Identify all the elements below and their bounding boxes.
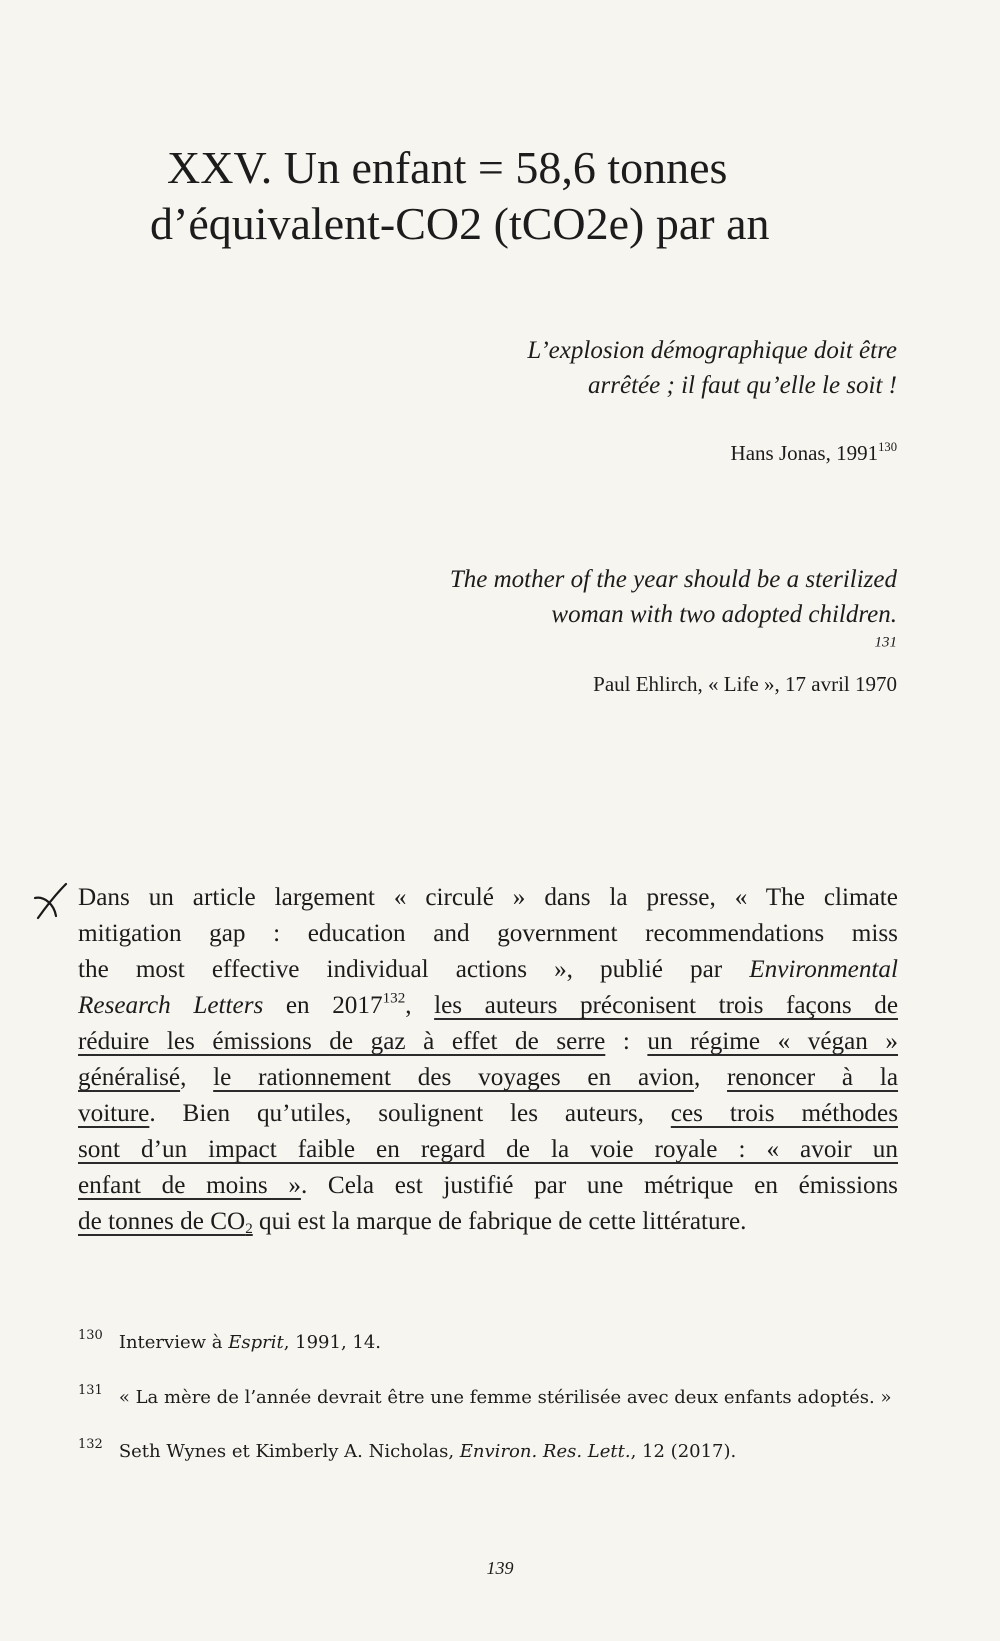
handwritten-underline: un régime « végan »: [647, 1028, 899, 1055]
epigraph-quote-jonas: L’explosion démographique doit être arrêtée ; il faut qu’elle le soit !: [527, 337, 897, 399]
footnote-130: $^{130}$ Interview à Esprit, 1991, 14.: [78, 1328, 382, 1353]
handwritten-underline: voiture: [78, 1100, 150, 1127]
handwritten-underline: renoncer à la: [727, 1064, 899, 1091]
chapter-title-line-2: d’équivalent-CO2 (tCO2e) par an: [150, 198, 770, 249]
footnote-ref-132: 132: [382, 990, 406, 1007]
handwritten-underline: généralisé: [78, 1064, 181, 1091]
handwritten-underline: de tonnes de $CO_2$: [78, 1208, 253, 1237]
handwritten-underline: réduire les émissions de gaz à effet de serre: [78, 1028, 606, 1055]
page-number: 139: [486, 1558, 514, 1578]
handwritten-underline: le rationnement des voyages en avion: [213, 1064, 694, 1091]
handwritten-underline: les auteurs préconisent trois façons de: [434, 992, 899, 1019]
epigraph-attribution-jonas: Hans Jonas, 1991$^{130}$: [730, 440, 897, 465]
chapter-title-line-1: XXV. Un enfant = 58,6 tonnes: [167, 142, 728, 193]
epigraph-attribution-ehrlich: Paul Ehlirch, « Life », 17 avril 1970: [593, 672, 897, 696]
handwritten-underline: enfant de moins »: [78, 1172, 301, 1199]
handwritten-underline: sont d’un impact faible en regard de la voie royale : « avoir un: [78, 1136, 898, 1163]
footnote-132: $^{132}$ Seth Wynes et Kimberly A. Nicholas, Environ. Res. Lett., 12 (2017).: [78, 1437, 737, 1462]
body-paragraph: Dans un article largement « circulé » dans la presse, « The climate mitigation gap : education and government recommendations miss the most effective individual actions », publié par Environmental Research Letters en 2017$^{132}$, les auteurs préconisent trois façons de réduire les émissions de gaz à effet de serre : un régime « végan » généralisé, le rationnement des voyages en avion, renoncer à la voiture. Bien qu’utiles, soulignent les auteurs, ces trois méthodes sont d’un impact faible en regard de la voie royale : « avoir un enfant de moins ». Cela est justifié par une métrique en émissions de tonnes de $CO_2$ qui est la marque de fabrique de cette littérature.: [78, 884, 899, 1237]
epigraph-quote-ehrlich: The mother of the year should be a sterilized woman with two adopted children. $^{131}$: [449, 566, 897, 651]
handwritten-underline: ces trois méthodes: [670, 1100, 898, 1127]
handwritten-margin-mark-icon: [32, 882, 72, 920]
chapter-title: [150, 140, 930, 252]
footnote-ref-130: 130: [878, 440, 897, 455]
footnote-ref-131: 131: [874, 634, 897, 651]
footnote-131: $^{131}$ « La mère de l’année devrait être une femme stérilisée avec deux enfants adoptés. »: [78, 1383, 892, 1408]
